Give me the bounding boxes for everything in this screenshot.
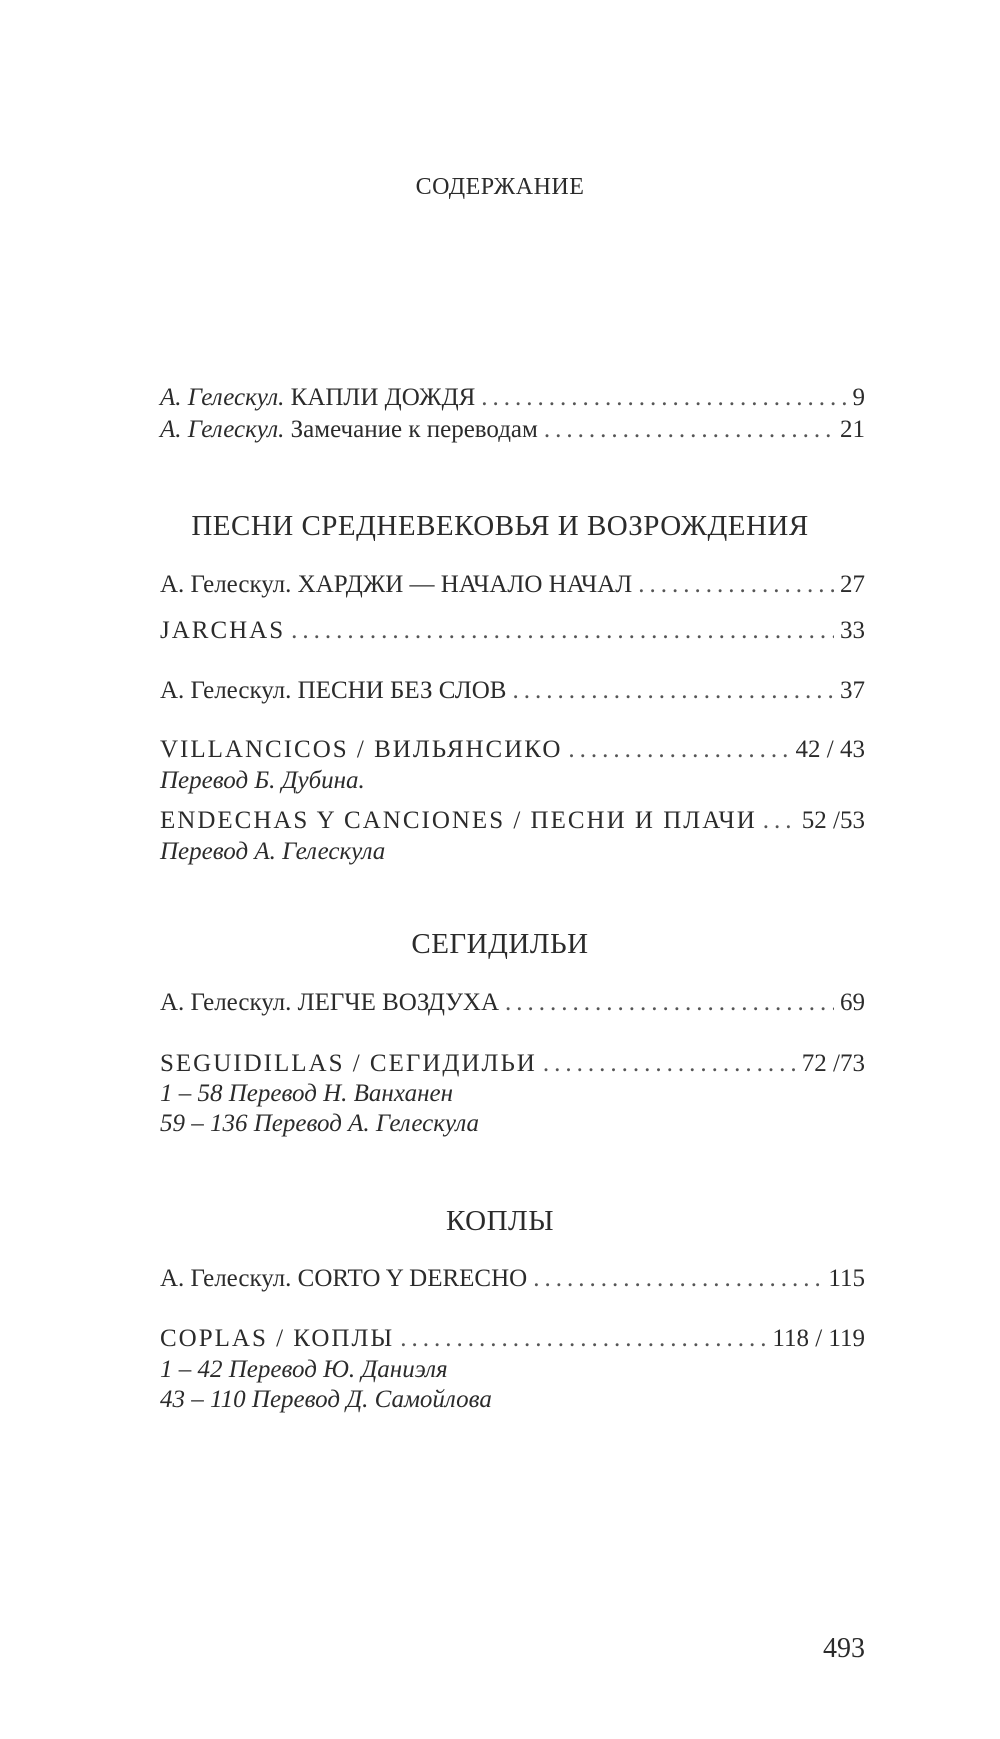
toc-entry-author: А. Гелескул. <box>160 384 285 411</box>
toc-entry[interactable] <box>160 383 865 413</box>
toc-entry[interactable] <box>160 988 865 1018</box>
section-heading: КОПЛЫ <box>446 1205 554 1237</box>
toc-entry-page: 27 <box>840 571 865 598</box>
leader-dots <box>543 1049 796 1079</box>
toc-entry-page: 9 <box>852 384 865 411</box>
toc-entry-title: VILLANCICOS / ВИЛЬЯНСИКО <box>160 736 563 763</box>
toc-entry-page: 72 /73 <box>801 1050 865 1077</box>
toc-entry-page: 33 <box>840 617 865 644</box>
leader-dots <box>544 415 834 445</box>
toc-entry[interactable] <box>160 1264 865 1294</box>
toc-entry-page: 37 <box>840 677 865 704</box>
translator-note: Перевод А. Гелескула <box>160 838 386 865</box>
toc-entry-page: 118 / 119 <box>772 1325 865 1352</box>
leader-dots <box>763 806 796 836</box>
toc-entry[interactable] <box>160 1049 865 1079</box>
leader-dots <box>505 988 834 1018</box>
toc-entry-title: SEGUIDILLAS / СЕГИДИЛЬИ <box>160 1050 537 1077</box>
toc-entry[interactable] <box>160 1324 865 1354</box>
leader-dots <box>568 735 789 765</box>
leader-dots <box>533 1264 822 1294</box>
leader-dots <box>481 383 846 413</box>
toc-entry[interactable] <box>160 735 865 765</box>
toc-entry-title: JARCHAS <box>160 617 286 644</box>
toc-entry[interactable] <box>160 415 865 445</box>
leader-dots <box>638 570 834 600</box>
toc-entry[interactable] <box>160 616 865 646</box>
toc-entry-author: А. Гелескул. <box>160 416 285 443</box>
toc-entry-title: А. Гелескул. ЛЕГЧЕ ВОЗДУХА <box>160 989 500 1016</box>
toc-entry-page: 42 / 43 <box>795 736 865 763</box>
toc-entry-title-text: Замечание к переводам <box>290 416 538 443</box>
section-heading: СЕГИДИЛЬИ <box>411 928 589 960</box>
toc-entry[interactable] <box>160 676 865 706</box>
toc-entry-title: А. Гелескул. ПЕСНИ БЕЗ СЛОВ <box>160 677 507 704</box>
toc-entry-page: 21 <box>840 416 865 443</box>
page-number: 493 <box>823 1633 865 1664</box>
translator-note: 1 – 58 Перевод Н. Ванханен <box>160 1080 453 1107</box>
translator-note: 1 – 42 Перевод Ю. Даниэля <box>160 1356 448 1383</box>
toc-entry-page: 115 <box>828 1265 865 1292</box>
translator-note: Перевод Б. Дубина. <box>160 767 365 794</box>
translator-note: 43 – 110 Перевод Д. Самойлова <box>160 1386 492 1413</box>
toc-entry-title <box>160 415 538 445</box>
toc-entry-title: ENDECHAS Y CANCIONES / ПЕСНИ И ПЛАЧИ <box>160 807 757 834</box>
section-heading: ПЕСНИ СРЕДНЕВЕКОВЬЯ И ВОЗРОЖДЕНИЯ <box>191 510 809 542</box>
toc-entry-title: А. Гелескул. ХАРДЖИ — НАЧАЛО НАЧАЛ <box>160 571 633 598</box>
toc-entry[interactable] <box>160 806 865 836</box>
toc-entry-page: 52 /53 <box>801 807 865 834</box>
translator-note: 59 – 136 Перевод А. Гелескула <box>160 1110 480 1137</box>
leader-dots <box>291 616 834 646</box>
leader-dots <box>512 676 834 706</box>
page-title: СОДЕРЖАНИЕ <box>415 174 585 200</box>
toc-entry-title: А. Гелескул. CORTO Y DERECHO <box>160 1265 528 1292</box>
toc-entry[interactable] <box>160 570 865 600</box>
leader-dots <box>400 1324 766 1354</box>
toc-entry-title-text: КАПЛИ ДОЖДЯ <box>290 384 476 411</box>
toc-entry-page: 69 <box>840 989 865 1016</box>
toc-entry-title <box>160 383 475 413</box>
toc-entry-title: COPLAS / КОПЛЫ <box>160 1325 395 1352</box>
